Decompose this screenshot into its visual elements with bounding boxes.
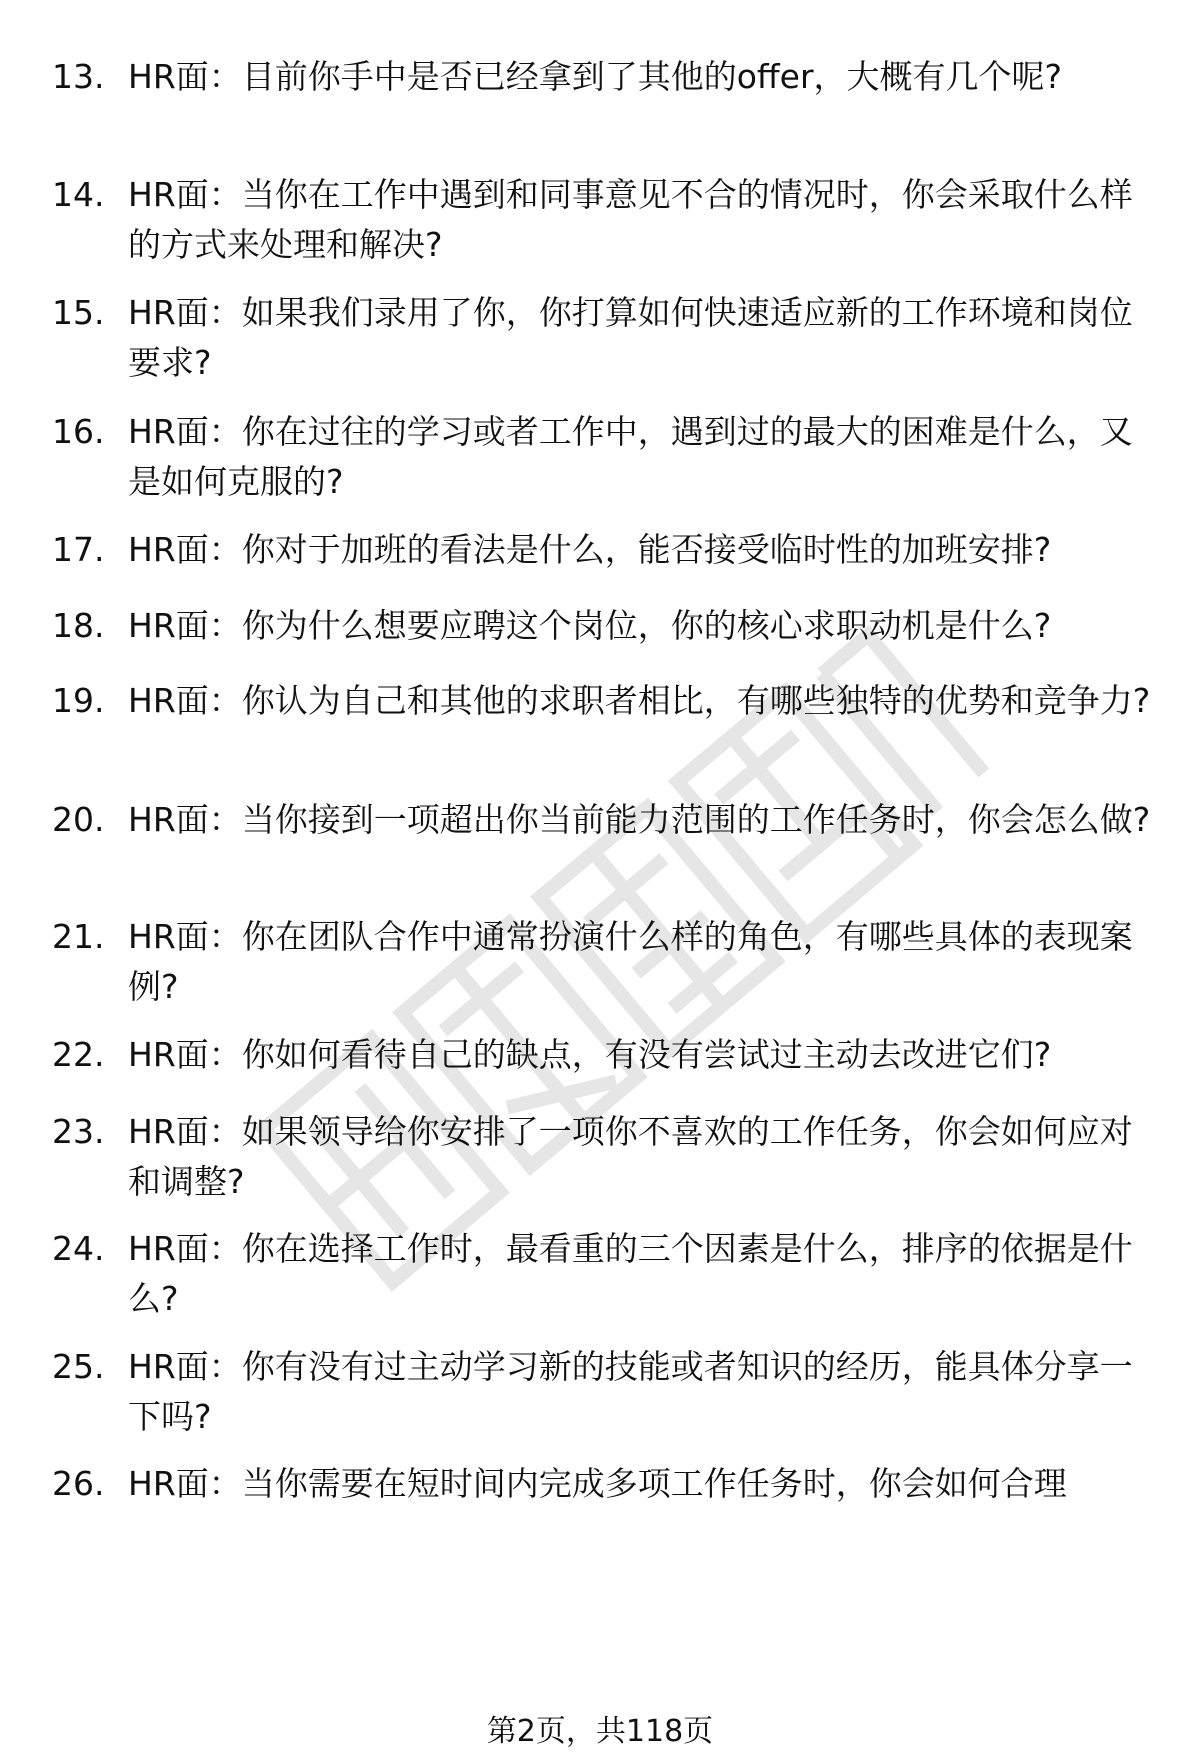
question-number: 13. (52, 57, 105, 96)
question-number: 25. (52, 1347, 105, 1386)
question-text: HR面：当你接到一项超出你当前能力范围的工作任务时，你会怎么做? (128, 800, 1151, 839)
question-number: 21. (52, 917, 105, 956)
question-text: HR面：你在选择工作时，最看重的三个因素是什么，排序的依据是什么? (128, 1229, 1133, 1318)
question-number: 24. (52, 1229, 105, 1268)
question-number: 15. (52, 293, 105, 332)
question-number: 18. (52, 606, 105, 645)
question-text: HR面：如果我们录用了你，你打算如何快速适应新的工作环境和岗位要求? (128, 293, 1133, 382)
question-number: 17. (52, 530, 105, 569)
question-text: HR面：你为什么想要应聘这个岗位，你的核心求职动机是什么? (128, 606, 1052, 645)
page-number-label: 第2页，共118页 (486, 1714, 714, 1749)
question-text: HR面：你如何看待自己的缺点，有没有尝试过主动去改进它们? (128, 1035, 1052, 1074)
question-number: 14. (52, 175, 105, 214)
question-number: 23. (52, 1112, 105, 1151)
question-text: HR面：如果领导给你安排了一项你不喜欢的工作任务，你会如何应对和调整? (128, 1112, 1133, 1201)
question-number: 22. (52, 1035, 105, 1074)
question-number: 20. (52, 800, 105, 839)
question-number: 19. (52, 681, 105, 720)
question-text: HR面：你在过往的学习或者工作中，遇到过的最大的困难是什么，又是如何克服的? (128, 412, 1133, 501)
question-number: 26. (52, 1464, 105, 1503)
question-text: HR面：当你需要在短时间内完成多项工作任务时，你会如何合理 (128, 1464, 1067, 1503)
question-text: HR面：你有没有过主动学习新的技能或者知识的经历，能具体分享一下吗? (128, 1347, 1133, 1436)
question-text: HR面：目前你手中是否已经拿到了其他的offer，大概有几个呢? (128, 57, 1063, 96)
question-number: 16. (52, 412, 105, 451)
question-text: HR面：你认为自己和其他的求职者相比，有哪些独特的优势和竞争力? (128, 681, 1151, 720)
question-text: HR面：你在团队合作中通常扮演什么样的角色，有哪些具体的表现案例? (128, 917, 1133, 1006)
page-footer (0, 1712, 1200, 1752)
question-text: HR面：当你在工作中遇到和同事意见不合的情况时，你会采取什么样的方式来处理和解决? (128, 175, 1133, 264)
question-text: HR面：你对于加班的看法是什么，能否接受临时性的加班安排? (128, 530, 1052, 569)
